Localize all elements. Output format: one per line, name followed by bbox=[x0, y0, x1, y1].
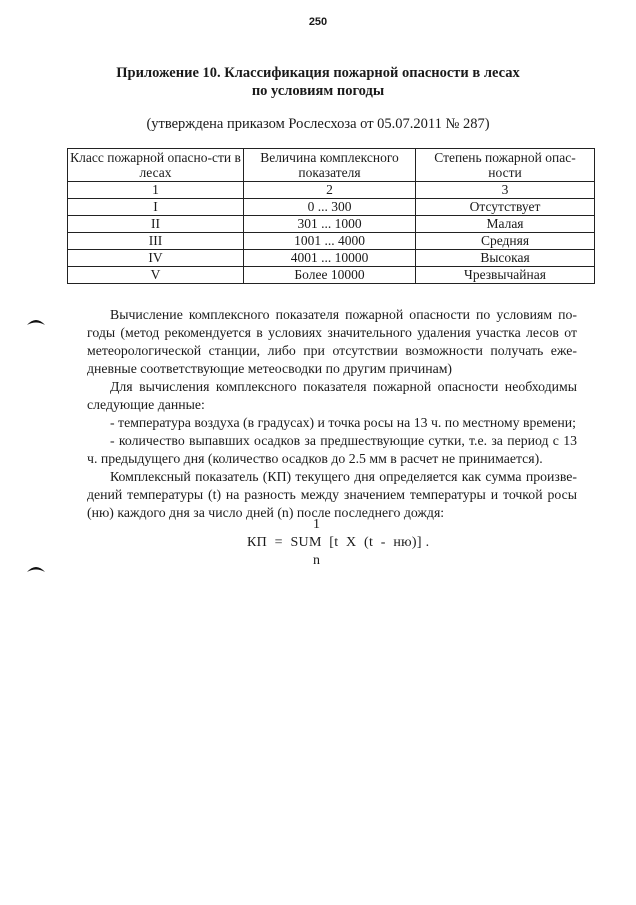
table-row bbox=[68, 216, 595, 233]
table-cell: Средняя bbox=[416, 233, 595, 250]
appendix-title-line-2: по условиям погоды bbox=[251, 83, 385, 99]
approval-note: (утверждена приказом Рослесхоза от 05.07.2011 № 287) bbox=[146, 116, 490, 132]
appendix-title bbox=[60, 64, 576, 100]
punch-hole-mark bbox=[26, 317, 46, 327]
table-header-row bbox=[68, 149, 595, 182]
fire-danger-classification-table bbox=[67, 148, 595, 284]
table-cell: Малая bbox=[416, 216, 595, 233]
table-row bbox=[68, 233, 595, 250]
formula-expression: КП = SUM [t X (t - ню)] . bbox=[247, 535, 430, 550]
list-item-precipitation: - количество выпавших осадков за предшествующие сутки, т.е. за период с 13 ч. предыдущего дня (количество осадков до 2.5 мм в расчет не принимается). bbox=[87, 433, 577, 466]
table-cell: 3 bbox=[416, 182, 595, 199]
formula-upper-index: 1 bbox=[313, 517, 320, 532]
paragraph-complex-index-definition: Комплексный показатель (КП) текущего дня определяется как сумма произве-дений температуры (t) на разность между значением температуры и точкой росы (ню) каждого дня за число дней (n) после последнего дождя: bbox=[87, 469, 577, 520]
page-number: 250 bbox=[308, 16, 328, 28]
table-cell: Отсутствует bbox=[416, 199, 595, 216]
table-cell: 1001 ... 4000 bbox=[244, 233, 416, 250]
table-cell: Чрезвычайная bbox=[416, 267, 595, 284]
table-cell: 1 bbox=[68, 182, 244, 199]
appendix-title-line-1: Приложение 10. Классификация пожарной опасности в лесах bbox=[116, 65, 520, 81]
body-text bbox=[87, 306, 577, 522]
table-cell: 2 bbox=[244, 182, 416, 199]
table-row bbox=[68, 250, 595, 267]
table-cell: IV bbox=[68, 250, 244, 267]
formula-lower-index: n bbox=[313, 553, 320, 568]
list-item-temperature: - температура воздуха (в градусах) и точка росы на 13 ч. по местному времени; bbox=[110, 415, 576, 430]
table-cell: V bbox=[68, 267, 244, 284]
table-cell: II bbox=[68, 216, 244, 233]
table-row bbox=[68, 199, 595, 216]
table-cell: III bbox=[68, 233, 244, 250]
punch-hole-mark bbox=[26, 564, 46, 574]
paragraph-required-data: Для вычисления комплексного показателя пожарной опасности необходимы следующие данные: bbox=[87, 379, 577, 412]
table-cell: 4001 ... 10000 bbox=[244, 250, 416, 267]
header-danger-degree: Степень пожарной опас-ности bbox=[416, 149, 595, 182]
table-cell: 0 ... 300 bbox=[244, 199, 416, 216]
table-cell: I bbox=[68, 199, 244, 216]
paragraph-method: Вычисление комплексного показателя пожарной опасности по условиям по-годы (метод рекомендуется в условиях значительного удаления участка лесов от метеорологической станции, либо при отсутствии возможности получать еже-дневные соответствующие метеосводки по другим причинам) bbox=[87, 307, 577, 376]
header-danger-class: Класс пожарной опасно-сти в лесах bbox=[68, 149, 244, 182]
table-row bbox=[68, 267, 595, 284]
table-cell: Более 10000 bbox=[244, 267, 416, 284]
header-complex-index: Величина комплексного показателя bbox=[244, 149, 416, 182]
table-cell: 301 ... 1000 bbox=[244, 216, 416, 233]
table-row bbox=[68, 182, 595, 199]
table-cell: Высокая bbox=[416, 250, 595, 267]
